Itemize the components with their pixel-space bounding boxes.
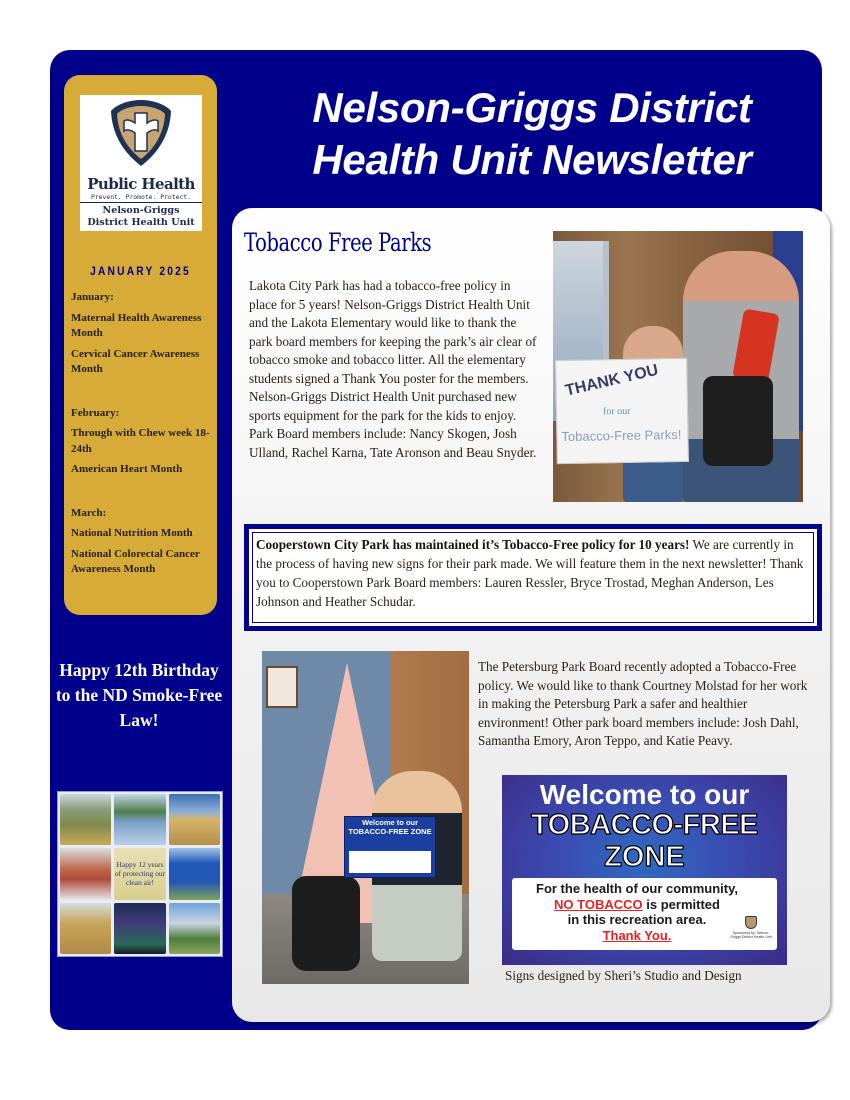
hay-bales-image (169, 794, 220, 845)
month-label-february: February: (71, 406, 120, 419)
collage-caption: Happy 12 years of protecting our clean air! (114, 848, 165, 899)
lakota-paragraph: Lakota City Park has had a tobacco-free policy in place for 5 years! Nelson-Griggs District Health Unit and the Lakota Elementary would like to thank the park board members for keeping the park’s air clear of tobacco smoke and tobacco litter. All the elementary students signed a Thank You poster for the members. Nelson-Griggs District Health Unit purchased new sports equipment for the park for the kids to enjoy. Park Board members include: Nancy Skogen, Josh Ulland, Rachel Karna, Tate Aronson and Beau Snyder. (249, 278, 537, 460)
sign-caption: Signs designed by Sheri’s Studio and Design (505, 968, 742, 983)
logo-org-name (80, 205, 202, 229)
shield-icon (745, 916, 757, 929)
bison-image (60, 903, 111, 954)
logo-tagline: Prevent. Promote. Protect. (80, 193, 202, 203)
held-sign: Welcome to our TOBACCO-FREE ZONE (344, 816, 436, 878)
thank-you-poster: THANK YOU for our Tobacco-Free Parks! (555, 358, 689, 464)
month-label-january: January: (71, 291, 114, 303)
thank-you-photo (553, 231, 803, 502)
event-item: Maternal Health Awareness Month (71, 311, 202, 339)
cooperstown-paragraph (256, 535, 812, 611)
northern-lights-image (114, 903, 165, 954)
title-line2: Health Unit Newsletter (312, 136, 752, 183)
events-calendar (71, 290, 211, 583)
sign-line3: ZONE (604, 841, 685, 873)
welcome-sign-image (169, 848, 220, 899)
event-item: Cervical Cancer Awareness Month (71, 347, 200, 375)
logo-org-line1: Nelson-Griggs (102, 205, 180, 216)
north-dakota-collage (57, 791, 223, 957)
title-line1: Nelson-Griggs District (312, 84, 752, 131)
event-item: National Colorectal Cancer Awareness Month (71, 547, 200, 575)
event-item: Through with Chew week 18-24th (71, 427, 210, 455)
sign-line2: TOBACCO-FREE (530, 809, 759, 841)
shield-cross-icon (108, 97, 174, 169)
month-label-march: March: (71, 506, 107, 519)
river-bridge-image (114, 794, 165, 845)
capitol-image (169, 903, 220, 954)
newsletter-title (232, 82, 832, 186)
event-item: National Nutrition Month (71, 527, 193, 539)
event-item: American Heart Month (71, 463, 183, 475)
sign-line1: Welcome to our (539, 779, 750, 810)
issue-date: JANUARY 2025 (90, 264, 191, 278)
main-street-image (60, 848, 111, 899)
cooperstown-body: We are currently in the process of having new signs for their park made. We will feature them in the next newsletter! Thank you to Cooperstown Park Board members: Lauren Ressler, Bryce Trostad, Meghan Anderson, Les Johnson and Heather Schudar. (256, 537, 804, 609)
logo-brand: Public Health (87, 175, 195, 193)
public-health-logo (80, 95, 202, 231)
birthday-message: Happy 12th Birthday to the ND Smoke-Free Law! (55, 660, 223, 730)
badlands-image (60, 794, 111, 845)
sponsor-mark: Sponsored by: Nelson-Griggs District Health Unit (729, 916, 773, 939)
sign-message-box: For the health of our community, NO TOBACCO is permitted in this recreation area. Thank You. Sponsored by: Nelson-Griggs District Health Unit (512, 878, 777, 950)
logo-org-line2: District Health Unit (87, 217, 195, 228)
petersburg-photo (262, 651, 469, 984)
petersburg-paragraph: The Petersburg Park Board recently adopted a Tobacco-Free policy. We would like to thank Courtney Molstad for her work in making the Petersburg Park a safer and healthier environment! Other park board members include: Josh Dahl, Samantha Emory, Aron Teppo, and Katie Peavy. (478, 659, 808, 748)
tobacco-free-sign (502, 775, 787, 965)
cooperstown-lead: Cooperstown City Park has maintained it’s Tobacco-Free policy for 10 years! (256, 537, 690, 552)
section-title: Tobacco Free Parks (244, 228, 432, 257)
